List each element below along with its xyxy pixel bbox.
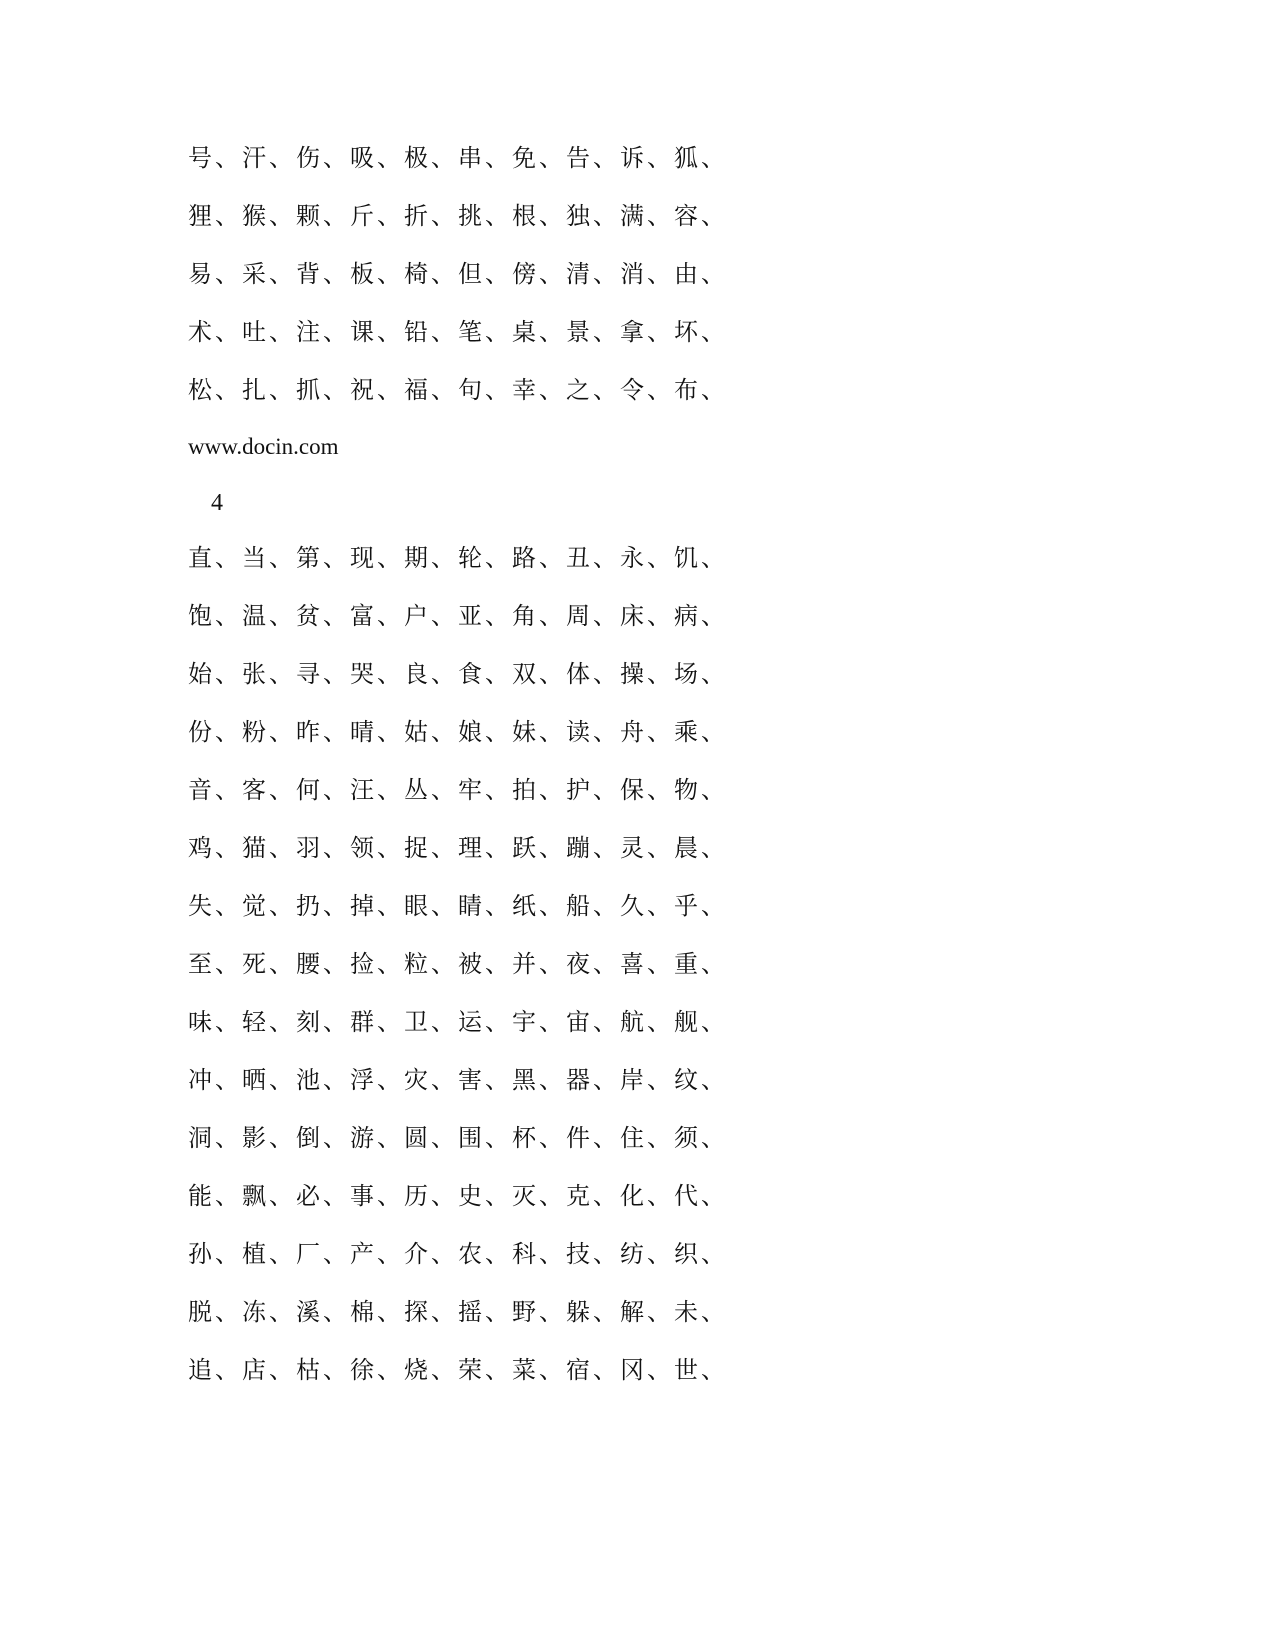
text-line: 脱、冻、溪、棉、探、摇、野、躲、解、未、 xyxy=(188,1298,728,1326)
text-line: 术、吐、注、课、铅、笔、桌、景、拿、坏、 xyxy=(188,318,728,346)
text-line: 音、客、何、汪、丛、牢、拍、护、保、物、 xyxy=(188,776,728,804)
text-line: 狸、猴、颗、斤、折、挑、根、独、满、容、 xyxy=(188,202,728,230)
text-line: 直、当、第、现、期、轮、路、丑、永、饥、 xyxy=(188,544,728,572)
text-line: 洞、影、倒、游、圆、围、杯、件、住、须、 xyxy=(188,1124,728,1152)
text-line: 鸡、猫、羽、领、捉、理、跃、蹦、灵、晨、 xyxy=(188,834,728,862)
text-line: 能、飘、必、事、历、史、灭、克、化、代、 xyxy=(188,1182,728,1210)
text-line: 始、张、寻、哭、良、食、双、体、操、场、 xyxy=(188,660,728,688)
text-line: 份、粉、昨、晴、姑、娘、妹、读、舟、乘、 xyxy=(188,718,728,746)
text-line: 松、扎、抓、祝、福、句、幸、之、令、布、 xyxy=(188,376,728,404)
text-line: 饱、温、贫、富、户、亚、角、周、床、病、 xyxy=(188,602,728,630)
text-line: 味、轻、刻、群、卫、运、宇、宙、航、舰、 xyxy=(188,1008,728,1036)
page-number: 4 xyxy=(211,490,223,516)
text-line: 孙、植、厂、产、介、农、科、技、纺、织、 xyxy=(188,1240,728,1268)
text-line: 冲、晒、池、浮、灾、害、黑、器、岸、纹、 xyxy=(188,1066,728,1094)
text-line: 追、店、枯、徐、烧、荣、菜、宿、冈、世、 xyxy=(188,1356,728,1384)
text-line: 易、采、背、板、椅、但、傍、清、消、由、 xyxy=(188,260,728,288)
text-line: 失、觉、扔、掉、眼、睛、纸、船、久、乎、 xyxy=(188,892,728,920)
text-line: 号、汗、伤、吸、极、串、免、告、诉、狐、 xyxy=(188,144,728,172)
website-text: www.docin.com xyxy=(188,434,339,459)
text-line: 至、死、腰、捡、粒、被、并、夜、喜、重、 xyxy=(188,950,728,978)
